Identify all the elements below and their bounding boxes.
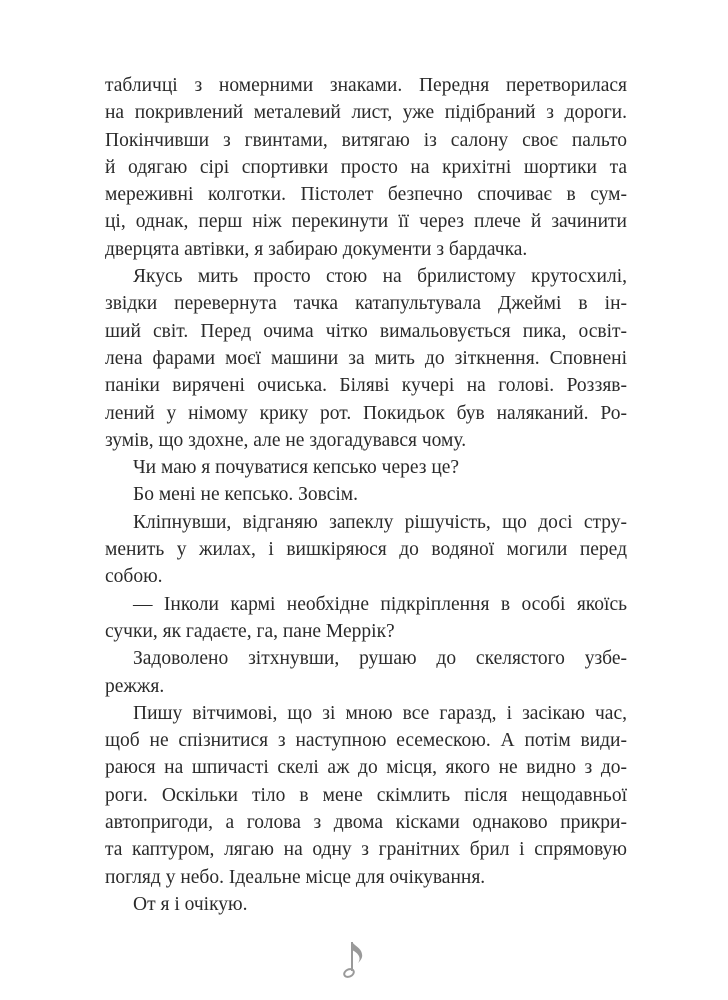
text-line: лена фарами моєї машини за мить до зіткнення. Сповнені	[105, 347, 627, 369]
paragraph	[105, 454, 627, 481]
paragraph	[105, 263, 627, 454]
text-line: погляд у небо. Ідеальне місце для очікування.	[105, 866, 486, 888]
text-line: Якусь мить просто стою на брилистому крутосхилі,	[133, 266, 627, 288]
paragraph	[105, 481, 627, 508]
text-line: паніки вирячені очиська. Біляві кучері на голові. Роззяв-	[105, 375, 627, 397]
text-line: зумів, що здохне, але не здогадувався чому.	[105, 429, 467, 451]
text-line: на покривлений металевий лист, уже підібраний з дороги.	[105, 102, 627, 124]
text-line: дверцята автівки, я забираю документи з бардачка.	[105, 238, 528, 260]
text-line: щоб не спізнитися з наступною есемескою. А потім види-	[105, 730, 627, 752]
text-line: менить у жилах, і вишкіряюся до водяної могили перед	[105, 539, 627, 561]
text-line: лений у німому крику рот. Покидьок був наляканий. Ро-	[105, 402, 627, 424]
paragraph	[105, 509, 627, 591]
text-line: роги. Оскільки тіло в мене скімлить після нещодавньої	[105, 784, 627, 806]
text-line: собою.	[105, 566, 163, 588]
text-line: й одягаю сірі спортивки просто на крихітні шортики та	[105, 156, 627, 178]
text-line: звідки перевернута тачка катапультувала Джеймі в ін-	[105, 293, 627, 315]
text-line: мереживні колготки. Пістолет безпечно спочиває в сум-	[105, 184, 627, 206]
text-line: Задоволено зітхнувши, рушаю до скелястого узбе-	[133, 648, 627, 670]
paragraph	[105, 891, 627, 918]
paragraph	[105, 700, 627, 891]
text-line: ці, однак, перш ніж перекинути її через плече й зачинити	[105, 211, 627, 233]
text-line: ший світ. Перед очима чітко вимальовується пика, освіт-	[105, 320, 627, 342]
music-note-icon	[343, 938, 367, 982]
text-line: Пишу вітчимові, що зі мною все гаразд, і засікаю час,	[133, 702, 627, 724]
text-line: Кліпнувши, відганяю запеклу рішучість, що досі стру-	[133, 511, 627, 533]
text-line: От я і очікую.	[133, 893, 248, 915]
text-line: Бо мені не кепсько. Зовсім.	[133, 484, 359, 506]
text-line: сучки, як гадаєте, га, пане Меррік?	[105, 620, 395, 642]
book-page-text	[105, 72, 627, 918]
text-line: — Інколи кармі необхідне підкріплення в особі якоїсь	[133, 593, 627, 615]
text-line: автопригоди, а голова з двома кісками однаково прикри-	[105, 812, 627, 834]
text-line: Покінчивши з гвинтами, витягаю із салону своє пальто	[105, 129, 627, 151]
paragraph	[105, 645, 627, 700]
paragraph	[105, 72, 627, 263]
text-line: режжя.	[105, 675, 165, 697]
text-line: Чи маю я почуватися кепсько через це?	[133, 457, 460, 479]
text-line: та каптуром, лягаю на одну з гранітних брил і спрямовую	[105, 839, 627, 861]
text-line: табличці з номерними знаками. Передня перетворилася	[105, 75, 627, 96]
paragraph	[105, 591, 627, 646]
text-line: раюся на шпичасті скелі аж до місця, якого не видно з до-	[105, 757, 627, 779]
